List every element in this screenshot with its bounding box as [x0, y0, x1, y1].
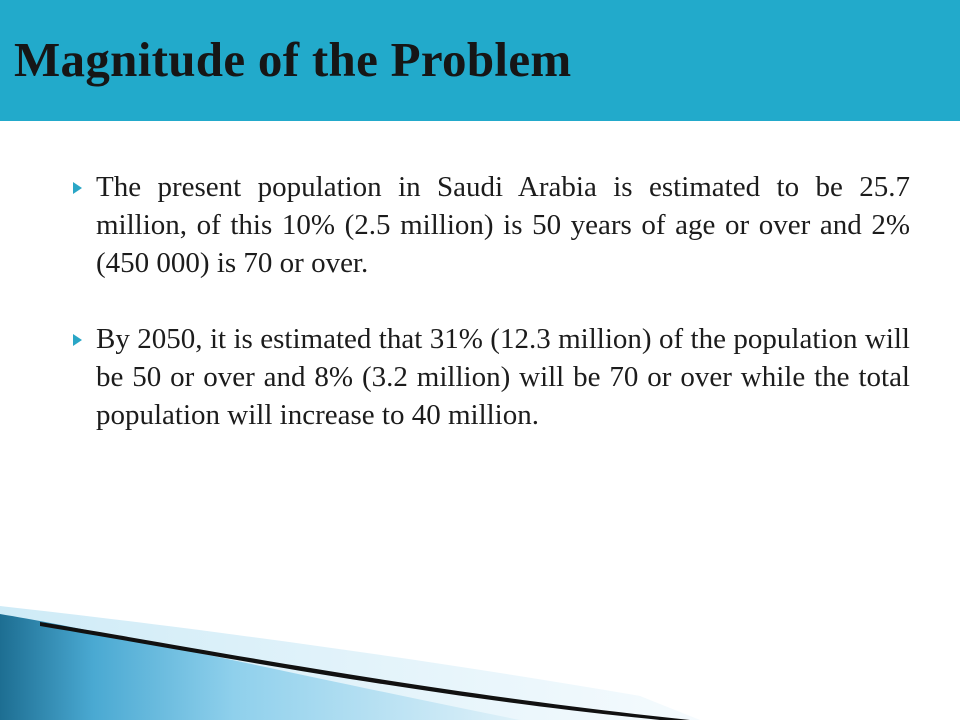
slide-content — [70, 168, 910, 434]
title-bar — [0, 0, 960, 121]
bullet-arrow-icon — [73, 334, 82, 346]
bullet-text: The present population in Saudi Arabia is estimated to be 25.7 million, of this 10% (2.5 million) is 50 years of age or over and 2% (450 000) is 70 or over. — [96, 171, 910, 279]
bullet-text: By 2050, it is estimated that 31% (12.3 million) of the population will be 50 or over and 8% (3.2 million) will be 70 or over while the total population will increase to 40 million. — [96, 323, 910, 431]
slide-title: Magnitude of the Problem — [14, 32, 572, 87]
bullet-item — [70, 320, 910, 434]
decorative-swoosh — [0, 600, 960, 720]
bullet-item — [70, 168, 910, 282]
bullet-arrow-icon — [73, 182, 82, 194]
